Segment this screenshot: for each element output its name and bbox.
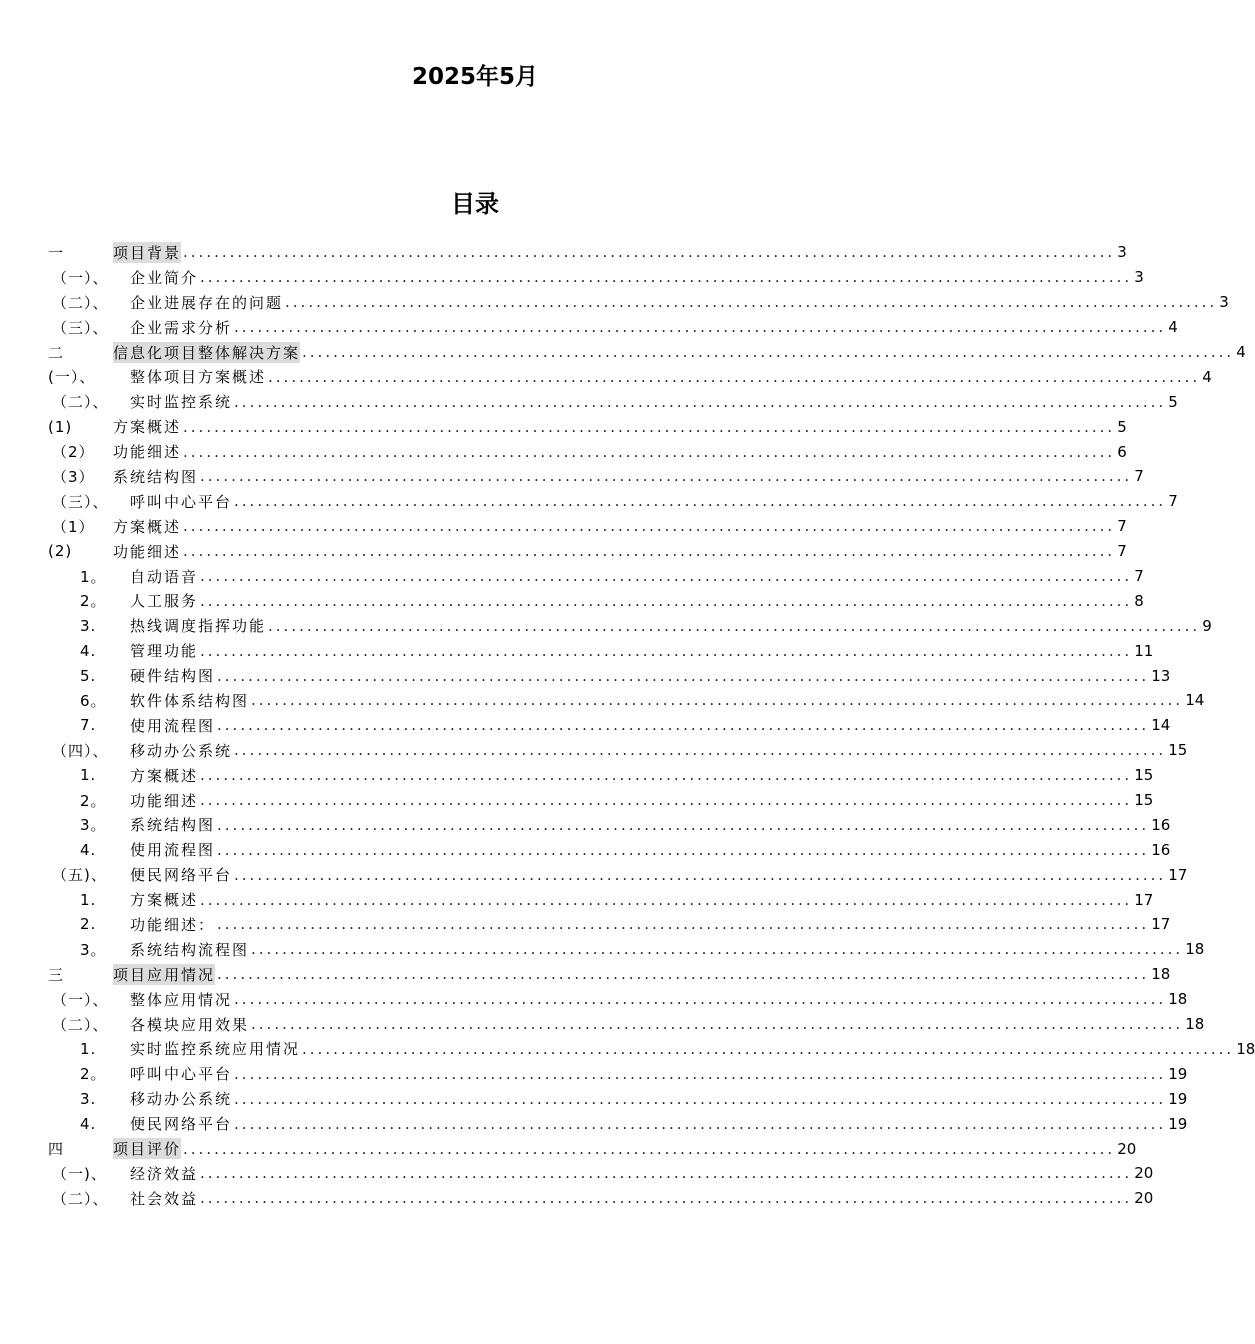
toc-entry-page: 7 [1117, 542, 1127, 561]
toc-leader-dots: ........................................................................................................................ [200, 567, 1133, 586]
toc-entry-page: 19 [1168, 1089, 1188, 1108]
toc-entry-number: （一）、 [52, 990, 109, 1009]
toc-entry-number: 1。 [80, 567, 107, 586]
toc-leader-dots: ........................................................................................................................ [217, 716, 1150, 735]
toc-entry-number: （四）、 [52, 741, 109, 760]
toc-entry-label: 各模块应用效果 [130, 1015, 250, 1034]
toc-entry-label: 系统结构流程图 [130, 940, 250, 959]
toc-entry-label: 自动语音 [130, 567, 199, 586]
toc-leader-dots: ........................................................................................................................ [302, 1039, 1235, 1058]
toc-entry-label: 功能细述 [113, 443, 182, 462]
toc-entry-number: （三）、 [52, 492, 109, 511]
toc-leader-dots: ........................................................................................................................ [200, 268, 1133, 287]
toc-leader-dots: ........................................................................................................................ [200, 1164, 1133, 1183]
toc-entry-page: 15 [1134, 766, 1154, 785]
toc-leader-dots: ........................................................................................................................ [234, 741, 1167, 760]
table-of-contents [48, 240, 1255, 1211]
document-date: 2025年5月 [411, 64, 539, 90]
toc-entry[interactable] [48, 414, 1127, 439]
toc-entry-number: 1. [80, 766, 97, 785]
toc-entry-number: （一）、 [52, 268, 109, 287]
toc-entry-label: 信息化项目整体解决方案 [113, 343, 301, 362]
toc-entry-label: 整体项目方案概述 [130, 368, 267, 387]
toc-entry-label: 管理功能 [130, 642, 199, 661]
toc-entry-page: 7 [1134, 567, 1144, 586]
toc-entry-number: 2。 [80, 791, 107, 810]
toc-entry-number: 1. [80, 890, 97, 909]
toc-title: 目录 [451, 190, 499, 218]
toc-leader-dots: ........................................................................................................................ [183, 417, 1116, 436]
toc-entry-page: 18 [1185, 940, 1205, 959]
toc-entry[interactable] [48, 1111, 1188, 1136]
toc-entry-page: 15 [1168, 741, 1188, 760]
toc-entry-page: 4 [1236, 343, 1246, 361]
toc-entry[interactable] [48, 564, 1144, 589]
toc-entry[interactable] [48, 688, 1205, 713]
toc-leader-dots: ........................................................................................................................ [200, 791, 1133, 810]
toc-entry-number: 2。 [80, 1065, 107, 1084]
toc-entry-number: 2。 [80, 592, 107, 611]
toc-entry-number: 6。 [80, 691, 107, 710]
toc-entry-label: 系统结构图 [113, 467, 199, 486]
toc-leader-dots: ........................................................................................................................ [183, 442, 1116, 461]
toc-entry-number: （1） [52, 517, 95, 536]
toc-entry[interactable] [48, 588, 1144, 613]
toc-leader-dots: ........................................................................................................................ [234, 865, 1167, 884]
toc-leader-dots: ........................................................................................................................ [234, 392, 1167, 411]
toc-leader-dots: ........................................................................................................................ [183, 542, 1116, 561]
toc-entry[interactable] [48, 937, 1205, 962]
toc-entry[interactable] [48, 1161, 1154, 1186]
toc-leader-dots: ........................................................................................................................ [217, 815, 1150, 834]
toc-entry-page: 9 [1202, 616, 1212, 635]
toc-entry-page: 5 [1168, 392, 1178, 411]
toc-entry-number: 一 [48, 243, 65, 262]
toc-entry[interactable] [48, 340, 1246, 365]
toc-entry[interactable] [48, 514, 1127, 539]
toc-leader-dots: ........................................................................................................................ [251, 1015, 1184, 1034]
toc-entry-number: 2. [80, 915, 97, 934]
toc-entry[interactable] [48, 1037, 1255, 1062]
toc-entry-number: 3. [80, 616, 97, 635]
toc-entry-label: 社会效益 [130, 1189, 199, 1208]
toc-entry-page: 14 [1151, 716, 1171, 735]
toc-entry[interactable] [48, 1061, 1188, 1086]
toc-entry[interactable] [48, 862, 1188, 887]
toc-entry-page: 4 [1168, 318, 1178, 337]
toc-entry[interactable] [48, 763, 1154, 788]
toc-entry-number: （二）、 [52, 1189, 109, 1208]
toc-entry[interactable] [48, 837, 1171, 862]
toc-leader-dots: ........................................................................................................................ [217, 965, 1150, 984]
toc-entry-number: （一)、 [52, 1164, 107, 1183]
toc-leader-dots: ........................................................................................................................ [302, 343, 1235, 361]
toc-entry-label: 移动办公系统 [130, 1090, 233, 1109]
toc-entry-label: 使用流程图 [130, 716, 216, 735]
toc-entry-number: 3。 [80, 816, 107, 835]
toc-entry[interactable] [48, 240, 1127, 265]
toc-entry-label: 功能细述 [113, 542, 182, 561]
toc-leader-dots: ........................................................................................................................ [200, 1189, 1133, 1208]
toc-entry-page: 3 [1134, 268, 1144, 287]
toc-leader-dots: ........................................................................................................................ [200, 890, 1133, 909]
toc-entry-number: (2) [48, 542, 73, 561]
toc-entry-page: 18 [1185, 1015, 1205, 1034]
toc-leader-dots: ........................................................................................................................ [217, 666, 1150, 685]
toc-entry-label: 项目评价 [113, 1140, 182, 1158]
toc-entry[interactable] [48, 1136, 1137, 1161]
toc-entry-label: 企业需求分析 [130, 318, 233, 337]
toc-entry-label: 实时监控系统应用情况 [130, 1040, 301, 1059]
toc-entry-label: 人工服务 [130, 592, 199, 611]
toc-entry-page: 20 [1134, 1164, 1154, 1183]
toc-entry[interactable] [48, 364, 1212, 389]
toc-entry-page: 17 [1168, 865, 1188, 884]
toc-entry-number: （3） [52, 467, 95, 486]
toc-entry-page: 17 [1151, 915, 1171, 934]
toc-entry[interactable] [48, 613, 1212, 638]
toc-entry-label: 系统结构图 [130, 816, 216, 835]
toc-entry-page: 15 [1134, 791, 1154, 810]
toc-entry-label: 企业进展存在的问题 [130, 293, 284, 312]
toc-entry-page: 3 [1219, 293, 1229, 312]
toc-entry-page: 7 [1134, 467, 1144, 486]
toc-entry-page: 17 [1134, 890, 1154, 909]
toc-leader-dots: ........................................................................................................................ [268, 367, 1201, 386]
toc-entry-page: 20 [1134, 1189, 1154, 1208]
toc-entry[interactable] [48, 738, 1188, 763]
toc-entry-label: 呼叫中心平台 [130, 492, 233, 511]
toc-entry-page: 18 [1151, 965, 1171, 984]
toc-entry-number: （二）、 [52, 1015, 109, 1034]
toc-entry[interactable] [48, 539, 1127, 564]
toc-entry-page: 16 [1151, 815, 1171, 834]
toc-entry[interactable] [48, 439, 1127, 464]
toc-entry-number: 1. [80, 1039, 97, 1058]
toc-entry[interactable] [48, 1086, 1188, 1111]
toc-entry-label: 项目背景 [113, 243, 182, 262]
toc-entry-number: （二）、 [52, 393, 109, 412]
toc-entry-label: 企业简介 [130, 268, 199, 287]
toc-leader-dots: ........................................................................................................................ [251, 691, 1184, 710]
toc-entry[interactable] [48, 389, 1178, 414]
toc-leader-dots: ........................................................................................................................ [200, 641, 1133, 660]
toc-leader-dots: ........................................................................................................................ [217, 915, 1150, 934]
toc-entry-label: 方案概述 [130, 891, 199, 910]
toc-entry-page: 6 [1117, 442, 1127, 461]
toc-entry-number: 4. [80, 840, 97, 859]
toc-entry-page: 11 [1134, 641, 1154, 660]
toc-entry-label: 硬件结构图 [130, 667, 216, 686]
toc-entry[interactable] [48, 1012, 1205, 1037]
toc-entry-number: （2） [52, 443, 95, 462]
toc-entry-page: 19 [1168, 1114, 1188, 1133]
toc-entry-page: 19 [1168, 1064, 1188, 1083]
toc-entry-number: 三 [48, 965, 65, 984]
toc-entry-number: (1) [48, 417, 73, 436]
toc-entry[interactable] [48, 315, 1178, 340]
toc-entry-label: 移动办公系统 [130, 741, 233, 760]
toc-entry[interactable] [48, 788, 1154, 813]
toc-entry-page: 7 [1168, 492, 1178, 511]
toc-entry-page: 3 [1117, 243, 1127, 262]
toc-leader-dots: ........................................................................................................................ [200, 766, 1133, 785]
toc-leader-dots: ........................................................................................................................ [234, 1064, 1167, 1083]
toc-leader-dots: ........................................................................................................................ [234, 1089, 1167, 1108]
toc-entry-label: 方案概述 [113, 517, 182, 536]
toc-leader-dots: ........................................................................................................................ [200, 591, 1133, 610]
toc-entry[interactable] [48, 663, 1171, 688]
toc-entry-label: 方案概述 [113, 418, 182, 437]
toc-leader-dots: ........................................................................................................................ [183, 243, 1116, 262]
toc-entry-label: 功能细述： [130, 915, 216, 934]
toc-entry-label: 实时监控系统 [130, 393, 233, 412]
toc-entry[interactable] [48, 887, 1154, 912]
toc-entry-label: 便民网络平台 [130, 866, 233, 885]
toc-leader-dots: ........................................................................................................................ [234, 318, 1167, 337]
toc-entry-page: 18 [1168, 990, 1188, 1009]
toc-entry-label: 功能细述 [130, 791, 199, 810]
toc-leader-dots: ........................................................................................................................ [251, 940, 1184, 959]
toc-entry[interactable] [48, 987, 1188, 1012]
toc-entry-page: 5 [1117, 417, 1127, 436]
toc-entry-label: 方案概述 [130, 766, 199, 785]
toc-entry-number: 4. [80, 1114, 97, 1133]
toc-leader-dots: ........................................................................................................................ [234, 492, 1167, 511]
toc-entry-number: （二）、 [52, 293, 109, 312]
toc-leader-dots: ........................................................................................................................ [217, 840, 1150, 859]
toc-entry[interactable] [48, 464, 1144, 489]
toc-entry-label: 便民网络平台 [130, 1115, 233, 1134]
toc-entry[interactable] [48, 962, 1171, 987]
toc-entry-label: 热线调度指挥功能 [130, 617, 267, 636]
toc-entry-page: 7 [1117, 517, 1127, 536]
toc-entry-label: 经济效益 [130, 1164, 199, 1183]
toc-entry-number: (一）、 [48, 368, 96, 387]
toc-entry-page: 4 [1202, 367, 1212, 386]
toc-leader-dots: ........................................................................................................................ [183, 1139, 1116, 1158]
toc-entry-number: （五)、 [52, 866, 107, 885]
toc-entry[interactable] [48, 265, 1144, 290]
toc-entry-label: 使用流程图 [130, 841, 216, 860]
toc-entry-number: 二 [48, 343, 65, 362]
toc-entry-page: 16 [1151, 840, 1171, 859]
toc-entry-number: 四 [48, 1140, 65, 1158]
toc-leader-dots: ........................................................................................................................ [183, 517, 1116, 536]
toc-leader-dots: ........................................................................................................................ [234, 990, 1167, 1009]
toc-entry-label: 项目应用情况 [113, 965, 216, 984]
toc-entry[interactable] [48, 290, 1229, 315]
toc-entry-number: 4. [80, 641, 97, 660]
toc-leader-dots: ........................................................................................................................ [268, 616, 1201, 635]
toc-entry[interactable] [48, 1186, 1154, 1211]
toc-entry-number: 3. [80, 1089, 97, 1108]
toc-leader-dots: ........................................................................................................................ [234, 1114, 1167, 1133]
toc-entry[interactable] [48, 638, 1154, 663]
toc-entry-label: 呼叫中心平台 [130, 1065, 233, 1084]
toc-entry-number: （三）、 [52, 318, 109, 337]
toc-entry-page: 14 [1185, 691, 1205, 710]
toc-entry[interactable] [48, 713, 1171, 738]
toc-entry[interactable] [48, 912, 1171, 937]
toc-entry-page: 18 [1236, 1039, 1255, 1058]
toc-entry[interactable] [48, 812, 1171, 837]
toc-entry[interactable] [48, 489, 1178, 514]
toc-entry-label: 整体应用情况 [130, 990, 233, 1009]
toc-entry-number: 3。 [80, 940, 107, 959]
toc-entry-label: 软件体系结构图 [130, 691, 250, 710]
toc-entry-page: 13 [1151, 666, 1171, 685]
toc-entry-page: 20 [1117, 1139, 1137, 1158]
toc-entry-number: 7. [80, 716, 97, 735]
toc-leader-dots: ........................................................................................................................ [200, 467, 1133, 486]
toc-entry-number: 5. [80, 666, 97, 685]
toc-entry-page: 8 [1134, 591, 1144, 610]
toc-leader-dots: ........................................................................................................................ [285, 293, 1218, 312]
